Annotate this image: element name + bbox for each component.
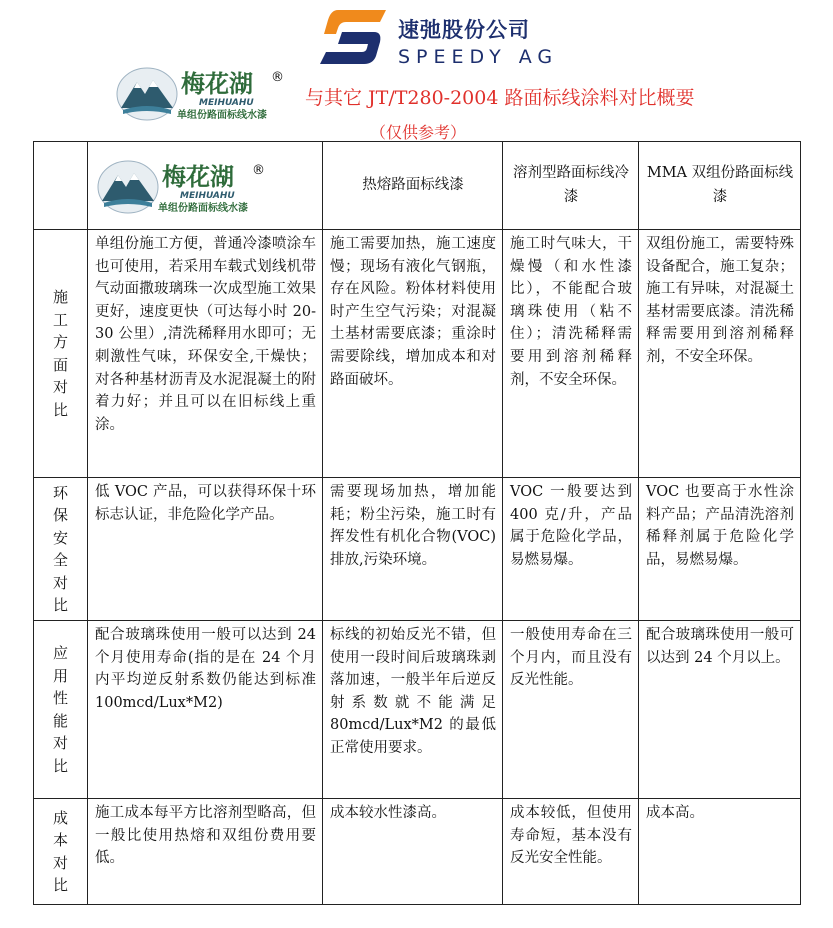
table-row — [34, 621, 801, 799]
brand-cn: 梅花湖 — [181, 70, 253, 98]
brand-cn: 梅花湖 — [162, 163, 234, 191]
table-cell: 双组份施工，需要特殊设备配合，施工复杂；施工有异味，对混凝土基材需要底漆。清洗稀释需要用到溶剂稀释剂，不安全环保。 — [639, 230, 801, 478]
table-row — [34, 799, 801, 905]
table-cell: 低 VOC 产品，可以获得环保十环标志认证，非危险化学产品。 — [88, 478, 323, 621]
table-cell: 标线的初始反光不错，但使用一段时间后玻璃珠剥落加速，一般半年后逆反射系数就不能满足80mcd/Lux*M2 的最低正常使用要求。 — [323, 621, 503, 799]
comparison-table — [33, 141, 801, 905]
brand-reg: ® — [252, 163, 265, 178]
header-cell-brand — [34, 142, 88, 230]
table-cell: 施工时气味大，干燥慢（和水性漆比），不能配合玻璃珠使用（粘不住）；清洗稀释需要用到溶剂稀释剂，不安全环保。 — [503, 230, 639, 478]
table-cell: 成本高。 — [639, 799, 801, 905]
table-cell: 配合玻璃珠使用一般可以达到 24 个月使用寿命(指的是在 24 个月内平均逆反射系数仍能达到标准100mcd/Lux*M2) — [88, 621, 323, 799]
meihuahu-logo — [115, 66, 295, 122]
table-cell: 单组份施工方便，普通冷漆喷涂车也可使用，若采用车载式划线机带气动面撒玻璃珠一次成型施工效果更好，速度更快（可达每小时 20-30 公里）,清洗稀释用水即可；无刺激性气味，环保安全,干燥快；对各种基材沥青及水泥混凝土的附着力好；并且可以在旧标线上重涂。 — [88, 230, 323, 478]
table-cell: 施工需要加热，施工速度慢；现场有液化气钢瓶，存在风险。粉体材料使用时产生空气污染；对混凝土基材需要底漆；重涂时需要除线，增加成本和对路面破坏。 — [323, 230, 503, 478]
document-title: 与其它 JT/T280-2004 路面标线涂料对比概要 — [305, 87, 695, 109]
table-cell: 成本较水性漆高。 — [323, 799, 503, 905]
company-name-cn: 速弛股份公司 — [398, 18, 530, 42]
column-header: 溶剂型路面标线冷漆 — [503, 142, 639, 230]
table-cell: 一般使用寿命在三个月内，而且没有反光性能。 — [503, 621, 639, 799]
column-header: MMA 双组份路面标线漆 — [639, 142, 801, 230]
brand-en: MEIHUAHU — [180, 191, 235, 201]
table-row — [34, 230, 801, 478]
row-header — [34, 621, 88, 799]
company-name — [398, 14, 558, 68]
brand-tagline: 单组份路面标线水漆 — [177, 110, 267, 121]
header-cell-brand-logo — [88, 142, 323, 230]
table-cell: VOC 一般要达到400 克/升，产品属于危险化学品，易燃易爆。 — [503, 478, 639, 621]
row-label: 应用性能对比 — [52, 644, 68, 775]
row-header — [34, 799, 88, 905]
row-label: 施工方面对比 — [52, 288, 68, 419]
row-header — [34, 230, 88, 478]
table-header-row — [34, 142, 801, 230]
table-cell: VOC 也要高于水性涂料产品；产品清洗溶剂稀释剂属于危险化学品，易燃易爆。 — [639, 478, 801, 621]
speedy-logo — [318, 6, 388, 68]
table-cell: 配合玻璃珠使用一般可以达到 24 个月以上。 — [639, 621, 801, 799]
document-subtitle: （仅供参考） — [370, 123, 467, 142]
table-row — [34, 478, 801, 621]
brand-reg: ® — [271, 70, 284, 85]
meihuahu-logo-table — [96, 159, 276, 215]
row-header — [34, 478, 88, 621]
brand-en: MEIHUAHU — [199, 98, 254, 108]
table-cell: 成本较低，但使用寿命短，基本没有反光安全性能。 — [503, 799, 639, 905]
table-cell: 施工成本每平方比溶剂型略高，但一般比使用热熔和双组份费用要低。 — [88, 799, 323, 905]
column-header: 热熔路面标线漆 — [323, 142, 503, 230]
row-label: 成本对比 — [52, 808, 68, 894]
brand-tagline: 单组份路面标线水漆 — [158, 203, 248, 214]
company-name-en: SPEEDY AG — [398, 46, 559, 68]
row-label: 环保安全对比 — [52, 483, 68, 614]
table-cell: 需要现场加热，增加能耗；粉尘污染，施工时有挥发性有机化合物(VOC)排放,污染环境。 — [323, 478, 503, 621]
